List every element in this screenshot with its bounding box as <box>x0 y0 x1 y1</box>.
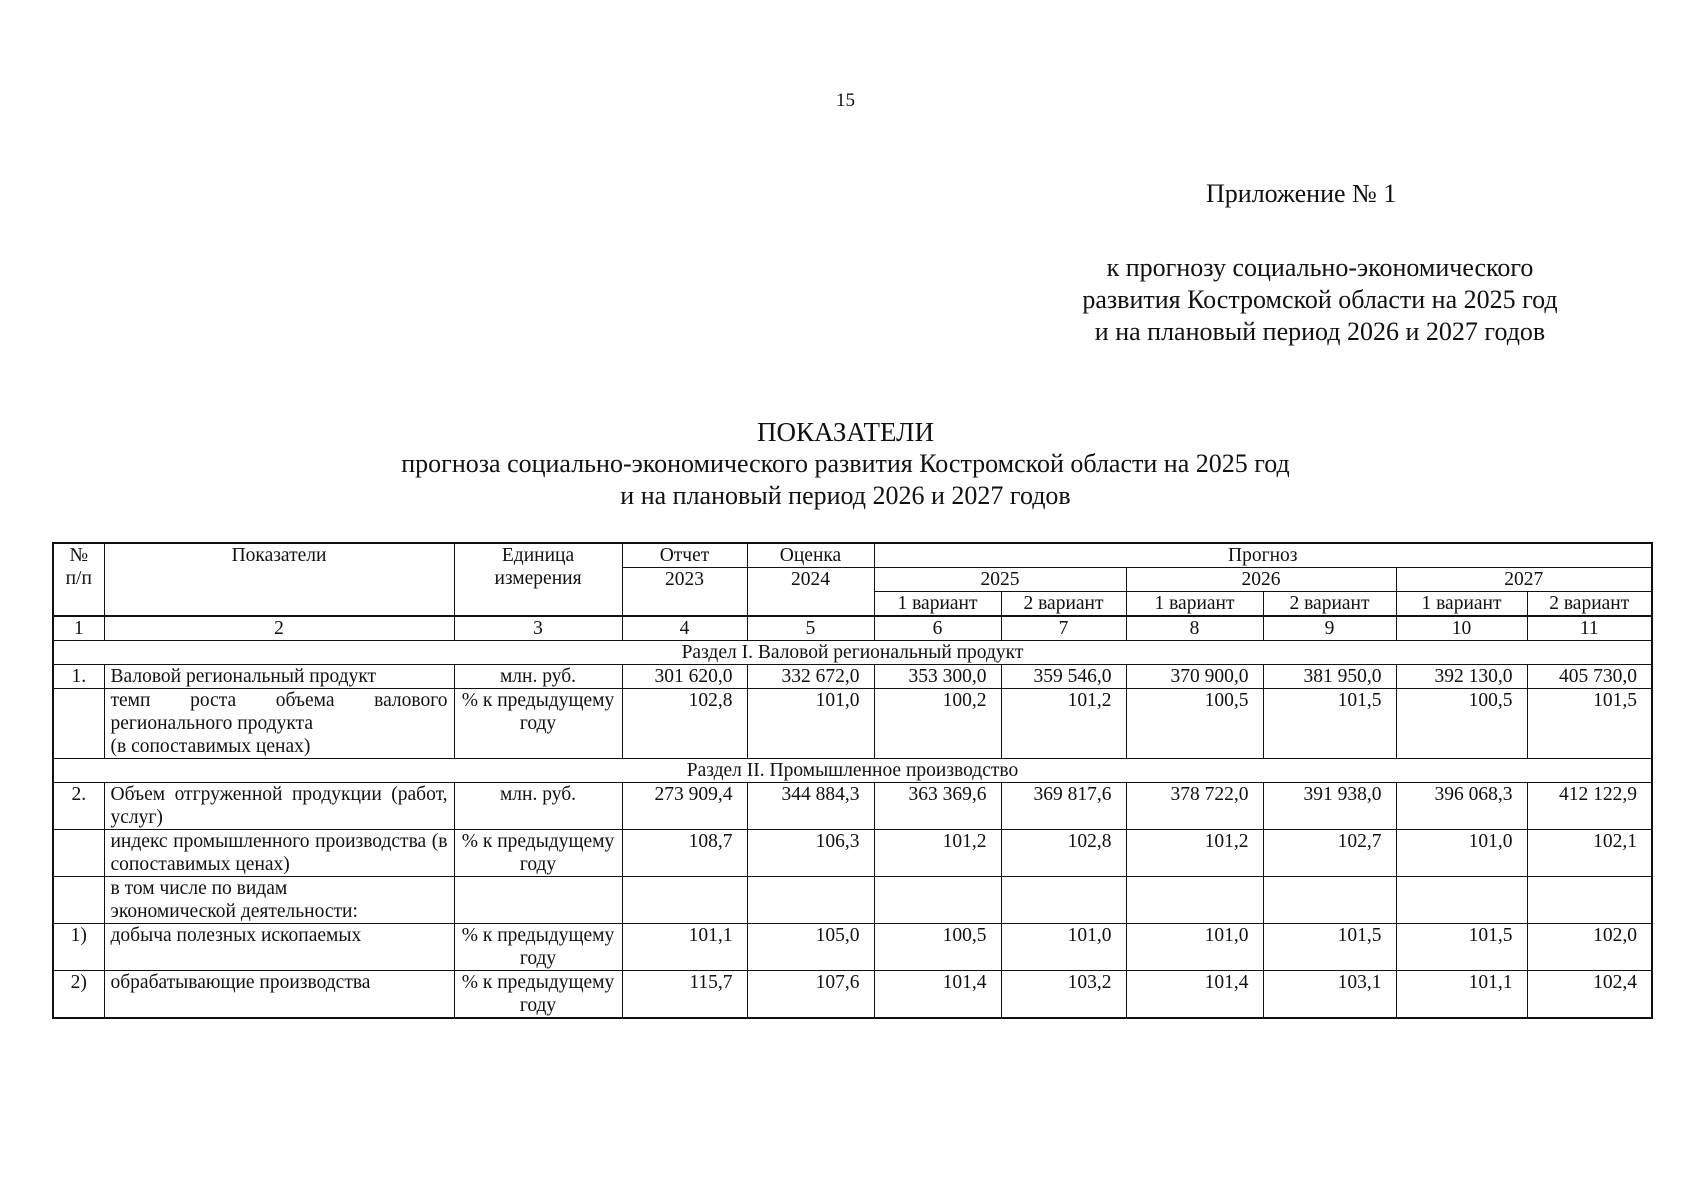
header-variant: 1 вариант <box>1126 592 1263 617</box>
row-value: 381 950,0 <box>1263 665 1396 689</box>
header-year: 2026 <box>1126 568 1396 592</box>
row-value: 102,8 <box>622 689 747 759</box>
appendix-line: развития Костромской области на 2025 год <box>1082 285 1558 314</box>
row-indicator: обрабатывающие производства <box>104 971 454 1019</box>
column-number: 5 <box>747 616 874 641</box>
header-unit: Единица измерения <box>454 543 622 616</box>
row-indicator: Объем отгруженной продукции (работ, услуг) <box>104 783 454 830</box>
row-number: 2) <box>53 971 104 1019</box>
header-variant: 2 вариант <box>1001 592 1126 617</box>
row-value: 102,4 <box>1527 971 1652 1019</box>
header-year: 2027 <box>1396 568 1652 592</box>
row-value: 101,0 <box>747 689 874 759</box>
header-report-year: 2023 <box>622 568 747 617</box>
column-number: 6 <box>874 616 1001 641</box>
table-row <box>53 877 1652 924</box>
row-indicator: добыча полезных ископаемых <box>104 924 454 971</box>
row-indicator: темп роста объема валового регионального продукта (в сопоставимых ценах) <box>104 689 454 759</box>
row-value: 405 730,0 <box>1527 665 1652 689</box>
header-year: 2025 <box>874 568 1126 592</box>
row-number <box>53 830 104 877</box>
appendix-subtitle <box>1040 252 1600 348</box>
row-unit <box>454 877 622 924</box>
row-value: 332 672,0 <box>747 665 874 689</box>
row-value <box>1527 877 1652 924</box>
row-number: 1. <box>53 665 104 689</box>
row-number: 2. <box>53 783 104 830</box>
row-value: 353 300,0 <box>874 665 1001 689</box>
row-value: 101,1 <box>622 924 747 971</box>
row-value: 101,2 <box>1126 830 1263 877</box>
row-value: 101,5 <box>1396 924 1527 971</box>
row-value: 102,8 <box>1001 830 1126 877</box>
column-number: 9 <box>1263 616 1396 641</box>
row-value: 396 068,3 <box>1396 783 1527 830</box>
row-indicator: индекс промышленного производства (в сопоставимых ценах) <box>104 830 454 877</box>
header-variant: 2 вариант <box>1527 592 1652 617</box>
row-number: 1) <box>53 924 104 971</box>
row-value <box>747 877 874 924</box>
column-number: 4 <box>622 616 747 641</box>
header-estimate: Оценка <box>747 543 874 568</box>
row-value: 344 884,3 <box>747 783 874 830</box>
row-value: 101,1 <box>1396 971 1527 1019</box>
row-indicator: Валовой региональный продукт <box>104 665 454 689</box>
column-number: 3 <box>454 616 622 641</box>
row-value: 100,5 <box>1126 689 1263 759</box>
column-number: 10 <box>1396 616 1527 641</box>
row-number <box>53 877 104 924</box>
row-unit: % к предыдущему году <box>454 830 622 877</box>
row-value: 100,5 <box>874 924 1001 971</box>
row-value: 369 817,6 <box>1001 783 1126 830</box>
row-value: 103,2 <box>1001 971 1126 1019</box>
table-row <box>53 924 1652 971</box>
row-value: 359 546,0 <box>1001 665 1126 689</box>
row-value: 370 900,0 <box>1126 665 1263 689</box>
appendix-line: и на плановый период 2026 и 2027 годов <box>1094 317 1546 346</box>
row-value: 392 130,0 <box>1396 665 1527 689</box>
row-value: 102,0 <box>1527 924 1652 971</box>
row-value: 101,5 <box>1263 924 1396 971</box>
heading-title: ПОКАЗАТЕЛИ <box>757 417 934 447</box>
row-value: 105,0 <box>747 924 874 971</box>
row-value <box>1263 877 1396 924</box>
row-value: 412 122,9 <box>1527 783 1652 830</box>
header-report: Отчет <box>622 543 747 568</box>
section-title: Раздел I. Валовой региональный продукт <box>53 641 1652 665</box>
row-value: 101,4 <box>1126 971 1263 1019</box>
row-value: 107,6 <box>747 971 874 1019</box>
column-number-row <box>53 616 1652 641</box>
section-title: Раздел II. Промышленное производство <box>53 759 1652 783</box>
row-unit: % к предыдущему году <box>454 971 622 1019</box>
row-value: 100,2 <box>874 689 1001 759</box>
header-forecast: Прогноз <box>874 543 1652 568</box>
row-value: 363 369,6 <box>874 783 1001 830</box>
column-number: 8 <box>1126 616 1263 641</box>
row-unit: % к предыдущему году <box>454 689 622 759</box>
header-indicator: Показатели <box>104 543 454 616</box>
table-row <box>53 689 1652 759</box>
table-row <box>53 830 1652 877</box>
row-value: 103,1 <box>1263 971 1396 1019</box>
header-variant: 1 вариант <box>874 592 1001 617</box>
row-value: 101,4 <box>874 971 1001 1019</box>
row-value: 101,0 <box>1001 924 1126 971</box>
table-row <box>53 665 1652 689</box>
column-number: 1 <box>53 616 104 641</box>
row-value: 378 722,0 <box>1126 783 1263 830</box>
row-number <box>53 689 104 759</box>
row-value: 101,2 <box>874 830 1001 877</box>
row-value <box>1001 877 1126 924</box>
row-unit: % к предыдущему году <box>454 924 622 971</box>
header-row <box>53 543 1652 568</box>
row-value <box>1396 877 1527 924</box>
header-variant: 2 вариант <box>1263 592 1396 617</box>
column-number: 2 <box>104 616 454 641</box>
forecast-table <box>52 542 1653 1019</box>
row-value: 106,3 <box>747 830 874 877</box>
row-value: 100,5 <box>1396 689 1527 759</box>
section-row <box>53 759 1652 783</box>
column-number: 11 <box>1527 616 1652 641</box>
heading-line: и на плановый период 2026 и 2027 годов <box>620 481 1071 510</box>
appendix-line: к прогнозу социально-экономического <box>1106 253 1534 282</box>
table-row <box>53 783 1652 830</box>
row-value: 301 620,0 <box>622 665 747 689</box>
appendix-title: Приложение № 1 <box>1206 179 1397 208</box>
row-value: 273 909,4 <box>622 783 747 830</box>
row-value: 101,2 <box>1001 689 1126 759</box>
row-value: 101,0 <box>1126 924 1263 971</box>
row-value: 391 938,0 <box>1263 783 1396 830</box>
row-value: 108,7 <box>622 830 747 877</box>
row-value: 115,7 <box>622 971 747 1019</box>
row-value: 101,0 <box>1396 830 1527 877</box>
row-value: 102,7 <box>1263 830 1396 877</box>
column-number: 7 <box>1001 616 1126 641</box>
page-number: 15 <box>836 90 855 111</box>
row-indicator: в том числе по видам экономической деятельности: <box>104 877 454 924</box>
heading-line: прогноза социально-экономического развития Костромской области на 2025 год <box>401 449 1290 478</box>
row-value <box>874 877 1001 924</box>
document-heading <box>0 416 1691 512</box>
table-body <box>53 543 1652 1018</box>
section-row <box>53 641 1652 665</box>
row-value <box>1126 877 1263 924</box>
row-value: 101,5 <box>1527 689 1652 759</box>
header-estimate-year: 2024 <box>747 568 874 617</box>
header-variant: 1 вариант <box>1396 592 1527 617</box>
table-row <box>53 971 1652 1019</box>
row-unit: млн. руб. <box>454 783 622 830</box>
row-value: 101,5 <box>1263 689 1396 759</box>
row-value: 102,1 <box>1527 830 1652 877</box>
header-num: № п/п <box>53 543 104 616</box>
row-unit: млн. руб. <box>454 665 622 689</box>
row-value <box>622 877 747 924</box>
